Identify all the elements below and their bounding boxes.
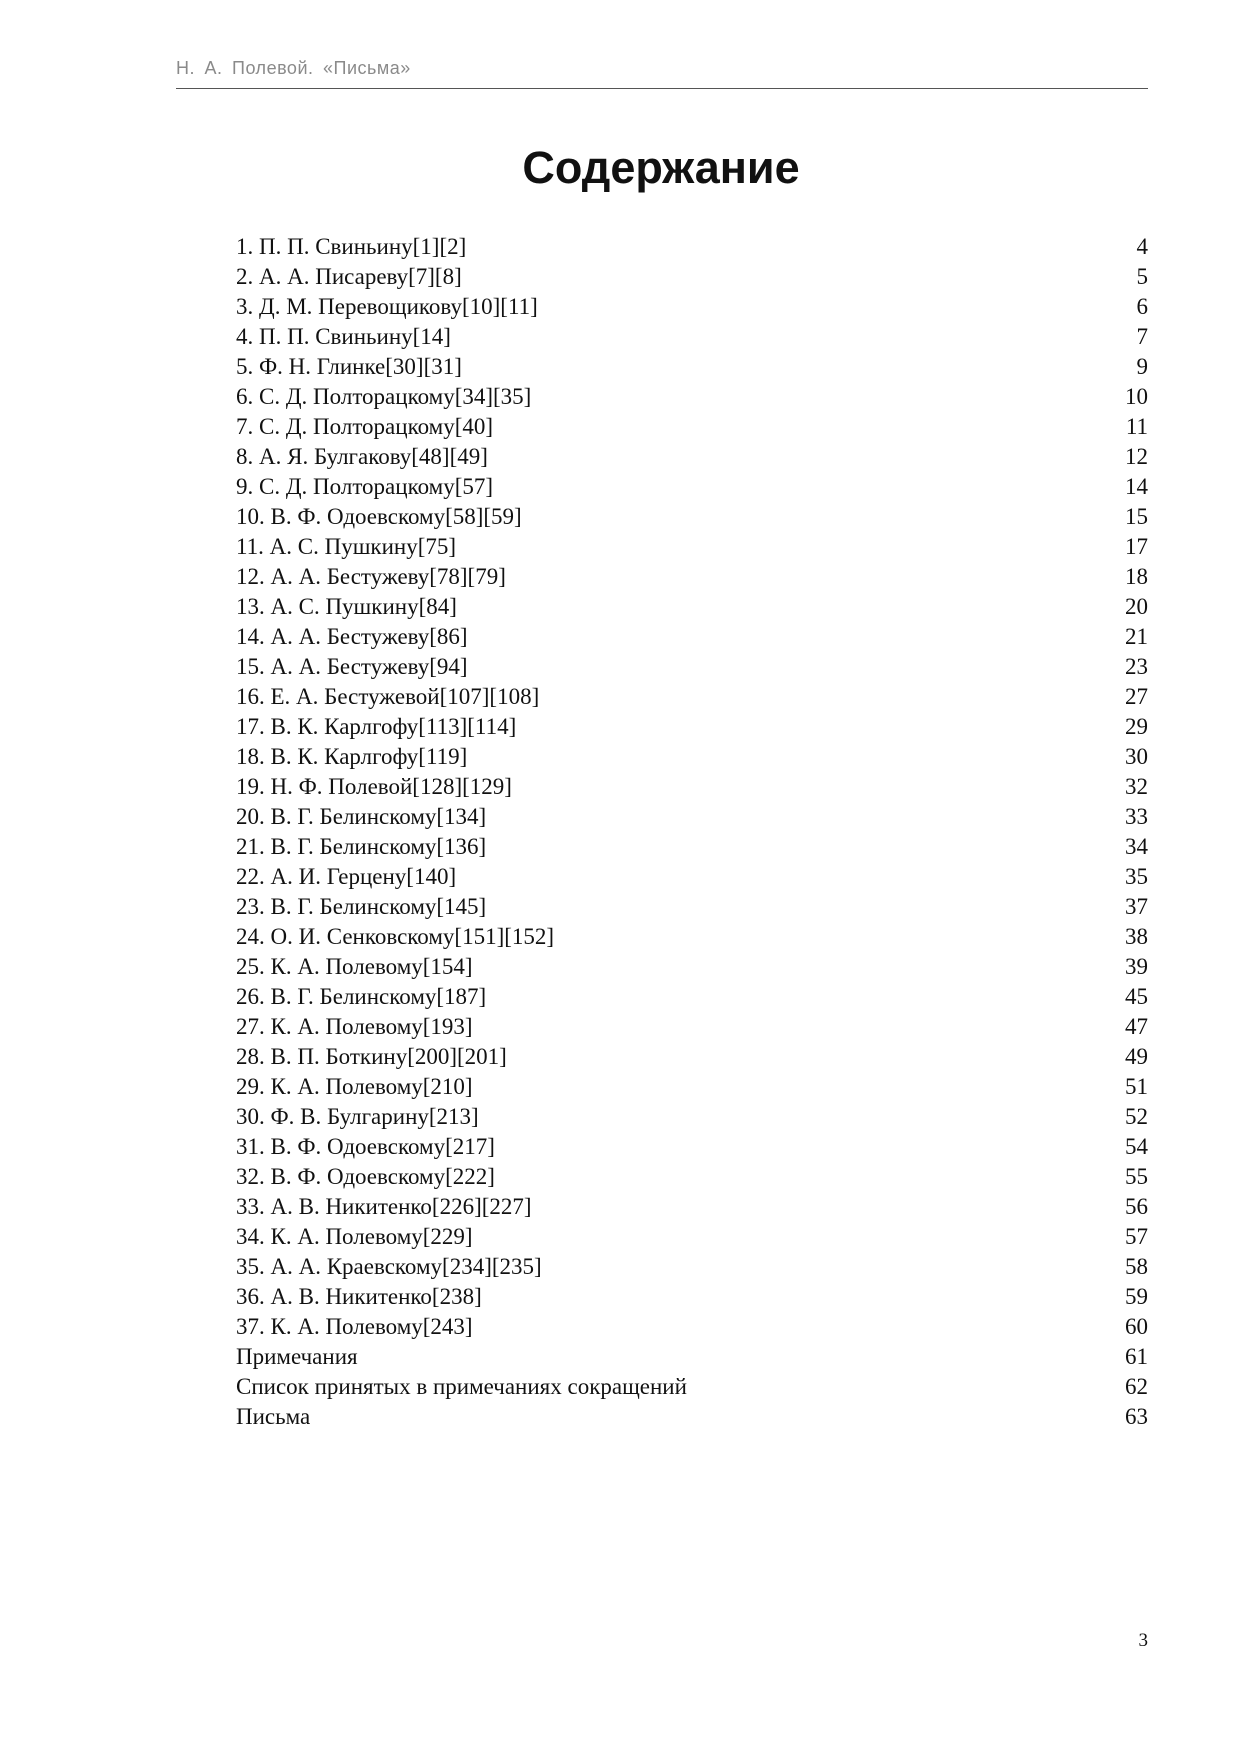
toc-entry-label[interactable]: 36. А. В. Никитенко[238] <box>236 1284 482 1309</box>
toc-entry-label[interactable]: 31. В. Ф. Одоевскому[217] <box>236 1134 495 1159</box>
toc-entry[interactable] <box>236 1372 1148 1402</box>
toc-entry-page: 37 <box>1125 894 1148 919</box>
toc-entry-page: 39 <box>1125 954 1148 979</box>
toc-entry[interactable] <box>236 442 1148 472</box>
toc-entry-label[interactable]: 11. А. С. Пушкину[75] <box>236 534 457 559</box>
toc-entry-page: 51 <box>1125 1074 1148 1099</box>
toc-entry-page: 45 <box>1125 984 1148 1009</box>
toc-entry-label[interactable]: 5. Ф. Н. Глинке[30][31] <box>236 354 462 379</box>
toc-entry-page: 33 <box>1125 804 1148 829</box>
toc-entry-label[interactable]: 32. В. Ф. Одоевскому[222] <box>236 1164 495 1189</box>
toc-entry-page: 55 <box>1125 1164 1148 1189</box>
toc-entry[interactable] <box>236 412 1148 442</box>
toc-entry[interactable] <box>236 1342 1148 1372</box>
table-of-contents <box>236 232 1148 1432</box>
toc-entry-label[interactable]: 9. С. Д. Полторацкому[57] <box>236 474 494 499</box>
toc-entry[interactable] <box>236 532 1148 562</box>
running-header: Н. А. Полевой. «Письма» <box>176 58 411 78</box>
toc-entry[interactable] <box>236 1282 1148 1312</box>
toc-entry-page: 59 <box>1125 1284 1148 1309</box>
toc-entry-page: 23 <box>1125 654 1148 679</box>
toc-entry[interactable] <box>236 742 1148 772</box>
toc-entry[interactable] <box>236 502 1148 532</box>
toc-entry[interactable] <box>236 562 1148 592</box>
toc-entry-label[interactable]: 30. Ф. В. Булгарину[213] <box>236 1104 479 1129</box>
toc-entry-label[interactable]: 10. В. Ф. Одоевскому[58][59] <box>236 504 522 529</box>
toc-entry[interactable] <box>236 592 1148 622</box>
toc-entry-label[interactable]: 7. С. Д. Полторацкому[40] <box>236 414 494 439</box>
toc-entry-label[interactable]: 37. К. А. Полевому[243] <box>236 1314 473 1339</box>
toc-entry-page: 20 <box>1125 594 1148 619</box>
toc-entry-page: 9 <box>1136 354 1148 379</box>
toc-entry[interactable] <box>236 622 1148 652</box>
toc-entry-page: 32 <box>1125 774 1148 799</box>
toc-entry-page: 21 <box>1125 624 1148 649</box>
toc-entry[interactable] <box>236 652 1148 682</box>
toc-entry-page: 14 <box>1125 474 1148 499</box>
toc-entry[interactable] <box>236 1012 1148 1042</box>
toc-entry-page: 17 <box>1125 534 1148 559</box>
toc-entry-label[interactable]: 20. В. Г. Белинскому[134] <box>236 804 487 829</box>
toc-entry[interactable] <box>236 1252 1148 1282</box>
page-number: 3 <box>1138 1630 1148 1651</box>
toc-entry-page: 11 <box>1125 414 1148 439</box>
toc-entry[interactable] <box>236 232 1148 262</box>
toc-entry[interactable] <box>236 472 1148 502</box>
toc-entry-label[interactable]: 8. А. Я. Булгакову[48][49] <box>236 444 488 469</box>
toc-entry[interactable] <box>236 982 1148 1012</box>
toc-entry[interactable] <box>236 772 1148 802</box>
toc-entry[interactable] <box>236 1042 1148 1072</box>
toc-entry[interactable] <box>236 1222 1148 1252</box>
toc-entry-page: 27 <box>1125 684 1148 709</box>
toc-entry-page: 61 <box>1125 1344 1148 1369</box>
toc-entry-page: 18 <box>1125 564 1148 589</box>
toc-entry-label[interactable]: 28. В. П. Боткину[200][201] <box>236 1044 507 1069</box>
toc-entry-page: 60 <box>1125 1314 1148 1339</box>
toc-entry-page: 52 <box>1125 1104 1148 1129</box>
toc-entry-label[interactable]: 13. А. С. Пушкину[84] <box>236 594 457 619</box>
toc-entry[interactable] <box>236 802 1148 832</box>
toc-entry-page: 47 <box>1125 1014 1148 1039</box>
toc-entry-label[interactable]: 4. П. П. Свиньину[14] <box>236 324 451 349</box>
toc-entry[interactable] <box>236 862 1148 892</box>
header-divider <box>176 88 1148 89</box>
toc-entry[interactable] <box>236 322 1148 352</box>
toc-entry-label[interactable]: 25. К. А. Полевому[154] <box>236 954 473 979</box>
toc-entry[interactable] <box>236 952 1148 982</box>
toc-entry-label[interactable]: 3. Д. М. Перевощикову[10][11] <box>236 294 538 319</box>
toc-entry-label[interactable]: 21. В. Г. Белинскому[136] <box>236 834 487 859</box>
toc-entry-label[interactable]: 17. В. К. Карлгофу[113][114] <box>236 714 517 739</box>
toc-entry-label[interactable]: 34. К. А. Полевому[229] <box>236 1224 473 1249</box>
toc-entry-page: 7 <box>1136 324 1148 349</box>
toc-entry-label[interactable]: 24. О. И. Сенковскому[151][152] <box>236 924 555 949</box>
toc-entry[interactable] <box>236 892 1148 922</box>
toc-entry[interactable] <box>236 832 1148 862</box>
toc-entry[interactable] <box>236 1402 1148 1432</box>
toc-entry-label[interactable]: 23. В. Г. Белинскому[145] <box>236 894 487 919</box>
toc-entry-label[interactable]: 16. Е. А. Бестужевой[107][108] <box>236 684 540 709</box>
toc-entry-label[interactable]: 26. В. Г. Белинскому[187] <box>236 984 487 1009</box>
toc-entry-page: 29 <box>1125 714 1148 739</box>
toc-entry-page: 12 <box>1125 444 1148 469</box>
toc-entry-page: 35 <box>1125 864 1148 889</box>
toc-entry-page: 6 <box>1136 294 1148 319</box>
toc-entry[interactable] <box>236 1072 1148 1102</box>
toc-entry-label[interactable]: 15. А. А. Бестужеву[94] <box>236 654 468 679</box>
toc-entry[interactable] <box>236 1132 1148 1162</box>
toc-entry-page: 15 <box>1125 504 1148 529</box>
toc-entry[interactable] <box>236 1192 1148 1222</box>
toc-entry-label[interactable]: 33. А. В. Никитенко[226][227] <box>236 1194 532 1219</box>
toc-entry-page: 49 <box>1125 1044 1148 1069</box>
toc-entry-label[interactable]: 6. С. Д. Полторацкому[34][35] <box>236 384 532 409</box>
toc-entry[interactable] <box>236 382 1148 412</box>
toc-entry-page: 38 <box>1125 924 1148 949</box>
toc-entry-label[interactable]: 12. А. А. Бестужеву[78][79] <box>236 564 506 589</box>
toc-entry-label[interactable]: Примечания <box>236 1344 358 1369</box>
toc-entry-label[interactable]: 35. А. А. Краевскому[234][235] <box>236 1254 542 1279</box>
toc-entry[interactable] <box>236 1102 1148 1132</box>
toc-entry-page: 10 <box>1125 384 1148 409</box>
toc-entry[interactable] <box>236 682 1148 712</box>
toc-entry-label[interactable]: 14. А. А. Бестужеву[86] <box>236 624 468 649</box>
toc-entry-page: 4 <box>1136 234 1148 259</box>
toc-entry-page: 5 <box>1136 264 1148 289</box>
toc-entry-page: 54 <box>1125 1134 1148 1159</box>
toc-entry-label[interactable]: 29. К. А. Полевому[210] <box>236 1074 473 1099</box>
toc-entry-label[interactable]: 2. А. А. Писареву[7][8] <box>236 264 462 289</box>
toc-entry[interactable] <box>236 352 1148 382</box>
toc-entry-page: 57 <box>1125 1224 1148 1249</box>
toc-entry-label[interactable]: 22. А. И. Герцену[140] <box>236 864 457 889</box>
toc-entry-page: 58 <box>1125 1254 1148 1279</box>
toc-entry-label[interactable]: Список принятых в примечаниях сокращений <box>236 1374 687 1399</box>
toc-entry[interactable] <box>236 292 1148 322</box>
toc-entry-page: 63 <box>1125 1404 1148 1429</box>
toc-entry-page: 56 <box>1125 1194 1148 1219</box>
toc-entry-label[interactable]: 19. Н. Ф. Полевой[128][129] <box>236 774 512 799</box>
toc-entry-label[interactable]: 27. К. А. Полевому[193] <box>236 1014 473 1039</box>
toc-entry[interactable] <box>236 1312 1148 1342</box>
toc-entry-label[interactable]: Письма <box>236 1404 311 1429</box>
toc-entry-page: 30 <box>1125 744 1148 769</box>
toc-entry-page: 62 <box>1125 1374 1148 1399</box>
toc-entry-page: 34 <box>1125 834 1148 859</box>
toc-entry[interactable] <box>236 1162 1148 1192</box>
toc-entry[interactable] <box>236 922 1148 952</box>
toc-title: Содержание <box>522 142 800 193</box>
toc-entry[interactable] <box>236 262 1148 292</box>
toc-entry[interactable] <box>236 712 1148 742</box>
toc-entry-label[interactable]: 1. П. П. Свиньину[1][2] <box>236 234 467 259</box>
toc-entry-label[interactable]: 18. В. К. Карлгофу[119] <box>236 744 468 769</box>
